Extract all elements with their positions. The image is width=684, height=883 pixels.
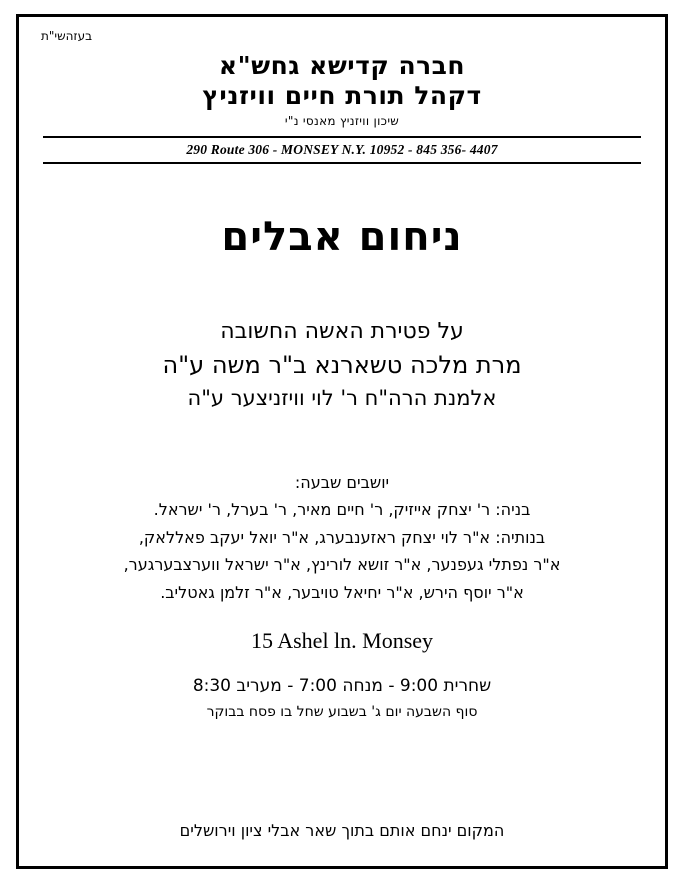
divider-bottom [43, 162, 641, 164]
mourners-line: בניה: ר' יצחק אייזיק, ר' חיים מאיר, ר' בערל, ר' ישראל. [153, 500, 531, 520]
deceased-info [39, 316, 645, 413]
org-name-line1: חברה קדישא גחש"א [218, 51, 466, 80]
deceased-intro: על פטירת האשה החשובה [220, 319, 464, 344]
shiva-end-note: סוף השבעה יום ג' בשבוע שחל בו פסח בבוקר [206, 704, 478, 721]
org-subtitle: שיכון וויזניץ מאנסי נ"י [284, 114, 400, 128]
deceased-relation: אלמנת הרה"ח ר' לוי וויזניצער ע"ה [187, 385, 497, 410]
mourners-line: בנותיה: א"ר לוי יצחק ראזענבערג, א"ר יואל יעקב פאללאק, [138, 527, 546, 547]
org-name-line2: דקהל תורת חיים וויזניץ [202, 80, 482, 110]
prayer-times: שחרית 9:00 - מנחה 7:00 - מעריב 8:30 [192, 676, 492, 697]
mourners-line: א"ר נפתלי געפנער, א"ר זושא לורינץ, א"ר ישראל ווערצבערגער, [123, 555, 561, 575]
mourners-heading: יושבים שבעה: [294, 473, 390, 493]
page-title: ניחום אבלים [221, 214, 463, 260]
flyer-border [16, 14, 668, 869]
condolence-blessing: המקום ינחם אותם בתוך שאר אבלי ציון וירושלים [179, 821, 505, 840]
mourners-line: א"ר יוסף הירש, א"ר יחיאל טויבער, א"ר זלמן גאטליב. [160, 582, 524, 602]
organization-header [39, 51, 645, 128]
mourners-section [39, 469, 645, 606]
shiva-location: 15 Ashel ln. Monsey [250, 628, 434, 654]
deceased-name: מרת מלכה טשארנא ב"ר משה ע"ה [162, 350, 522, 379]
besiyata-text: בעזהשי"ת [41, 29, 93, 43]
org-address-bar: 290 Route 306 - MONSEY N.Y. 10952 - 845 356- 4407 [186, 142, 498, 157]
